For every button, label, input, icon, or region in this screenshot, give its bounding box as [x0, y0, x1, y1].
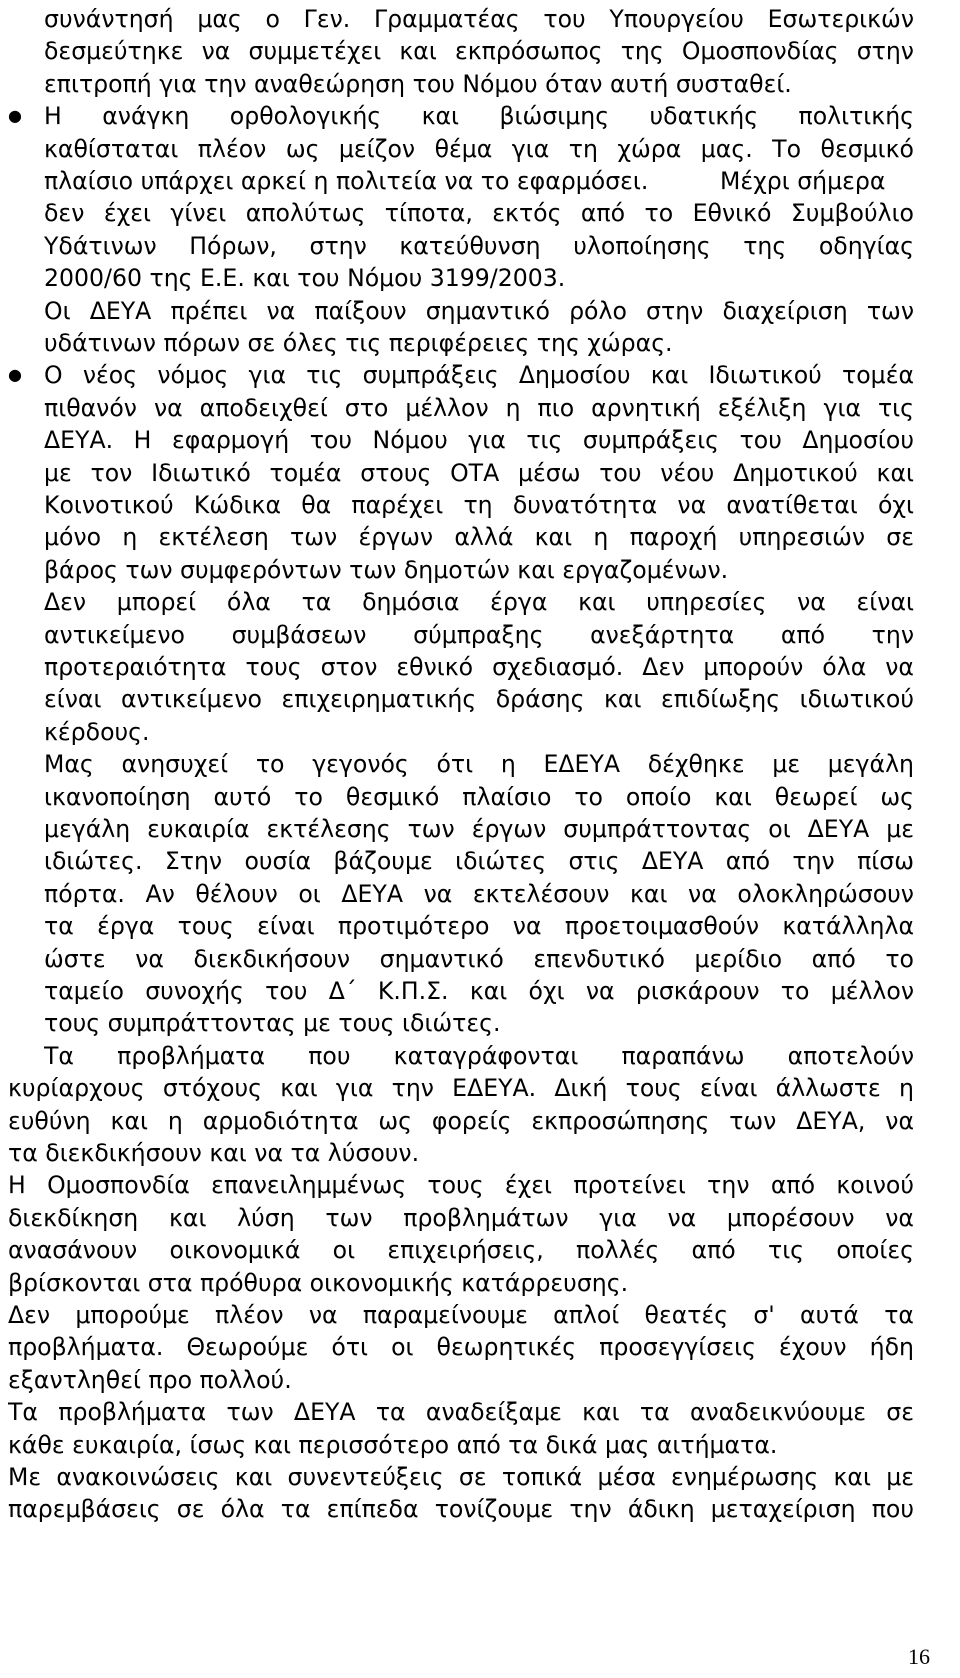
text-line: είναι αντικείμενο επιχειρηματικής δράσης και επιδίωξης ιδιωτικού	[44, 685, 914, 714]
text-line: τα διεκδικήσουν και να τα λύσουν.	[8, 1139, 420, 1167]
text-line: αντικείμενο συμβάσεων σύμπραξης ανεξάρτητα από την	[44, 620, 914, 649]
text-line: παρεμβάσεις σε όλα τα επίπεδα τονίζουμε την άδικη μεταχείριση που	[8, 1495, 914, 1524]
text-line: Τα προβλήματα των ΔΕΥΑ τα αναδείξαμε και τα αναδεικνύουμε σε	[8, 1398, 914, 1427]
bullet-icon: ●	[8, 106, 22, 126]
bullet-line: Η ανάγκη ορθολογικής και βιώσιμης υδατικής πολιτικής	[44, 102, 914, 131]
text-line: Κοινοτικού Κώδικα θα παρέχει τη δυνατότητα να ανατίθεται όχι	[44, 491, 914, 519]
text-line: κυρίαρχους στόχους και για την ΕΔΕΥΑ. Δική τους είναι άλλωστε η	[8, 1074, 914, 1103]
text-line: ΔΕΥΑ. Η εφαρμογή του Νόμου για τις συμπράξεις του Δημοσίου	[44, 426, 914, 455]
text-line: βάρος των συμφερόντων των δημοτών και εργαζομένων.	[44, 555, 729, 584]
page-number: 16	[908, 1644, 930, 1669]
text-line: Δεν μπορεί όλα τα δημόσια έργα και υπηρεσίες να είναι	[44, 588, 914, 617]
text-line: επιτροπή για την αναθεώρηση του Νόμου όταν αυτή συσταθεί.	[44, 69, 792, 98]
text-line: εξαντληθεί προ πολλού.	[8, 1365, 292, 1394]
text-line: δεσμεύτηκε να συμμετέχει και εκπρόσωπος της Ομοσπονδίας στην	[44, 37, 914, 66]
text-line: Με ανακοινώσεις και συνεντεύξεις σε τοπικά μέσα ενημέρωσης και με	[8, 1463, 914, 1491]
text-line: ταμείο συνοχής του Δ΄ Κ.Π.Σ. και όχι να ρισκάρουν το μέλλον	[44, 977, 914, 1005]
text-line: 2000/60 της Ε.Ε. και του Νόμου 3199/2003.	[44, 264, 566, 293]
text-line: βρίσκονται στα πρόθυρα οικονομικής κατάρρευσης.	[8, 1268, 629, 1297]
text-line: διεκδίκηση και λύση των προβλημάτων για να μπορέσουν να	[8, 1203, 914, 1232]
text-line: ανασάνουν οικονομικά οι επιχειρήσεις, πολλές από τις οποίες	[8, 1236, 914, 1265]
text-line: τα έργα τους είναι προτιμότερο να προετοιμασθούν κατάλληλα	[44, 912, 914, 941]
text-line: προβλήματα. Θεωρούμε ότι οι θεωρητικές προσεγγίσεις έχουν ήδη	[8, 1333, 914, 1362]
text-line: προτεραιότητα τους στον εθνικό σχεδιασμό. Δεν μπορούν όλα να	[44, 653, 914, 681]
text-line: Η Ομοσπονδία επανειλημμένως τους έχει προτείνει την από κοινού	[8, 1171, 914, 1200]
text-line: Μας ανησυχεί το γεγονός ότι η ΕΔΕΥΑ δέχθηκε με μεγάλη	[44, 750, 914, 779]
text-line: καθίσταται πλέον ως μείζον θέμα για τη χώρα μας. Το θεσμικό	[44, 134, 914, 163]
text-line: μεγάλη ευκαιρία εκτέλεσης των έργων συμπράττοντας οι ΔΕΥΑ με	[44, 815, 914, 843]
text-line: τους συμπράττοντας με τους ιδιώτες.	[44, 1009, 501, 1038]
text-line: μόνο η εκτέλεση των έργων αλλά και η παροχή υπηρεσιών σε	[44, 523, 914, 552]
text-line: Οι ΔΕΥΑ πρέπει να παίξουν σημαντικό ρόλο στην διαχείριση των	[44, 296, 914, 325]
text-line: δεν έχει γίνει απολύτως τίποτα, εκτός από το Εθνικό Συμβούλιο	[44, 199, 914, 228]
text-line: Δεν μπορούμε πλέον να παραμείνουμε απλοί θεατές σ' αυτά τα	[8, 1301, 914, 1329]
text-line: πόρτα. Αν θέλουν οι ΔΕΥΑ να εκτελέσουν και να ολοκληρώσουν	[44, 879, 914, 908]
text-line: ευθύνη και η αρμοδιότητα ως φορείς εκπροσώπησης των ΔΕΥΑ, να	[8, 1106, 914, 1135]
text-line: υδάτινων πόρων σε όλες τις περιφέρειες της χώρας.	[44, 329, 673, 357]
text-line: ιδιώτες. Στην ουσία βάζουμε ιδιώτες στις ΔΕΥΑ από την πίσω	[44, 847, 914, 876]
text-line: κάθε ευκαιρία, ίσως και περισσότερο από τα δικά μας αιτήματα.	[8, 1430, 778, 1459]
text-line: συνάντησή μας ο Γεν. Γραμματέας του Υπουργείου Εσωτερικών	[44, 5, 914, 33]
text-line: πλαίσιο υπάρχει αρκεί η πολιτεία να το εφαρμόσει.	[44, 167, 649, 195]
text-line: ώστε να διεκδικήσουν σημαντικό επενδυτικό μερίδιο από το	[44, 944, 914, 973]
text-line: πιθανόν να αποδειχθεί στο μέλλον η πιο αρνητική εξέλιξη για τις	[44, 393, 914, 422]
text-line: Μέχρι σήμερα	[720, 167, 886, 195]
bullet-line: Ο νέος νόμος για τις συμπράξεις Δημοσίου και Ιδιωτικού τομέα	[44, 361, 914, 390]
text-line: κέρδους.	[44, 717, 150, 746]
text-line: ικανοποίηση αυτό το θεσμικό πλαίσιο το οποίο και θεωρεί ως	[44, 782, 914, 811]
text-line: Υδάτινων Πόρων, στην κατεύθυνση υλοποίησης της οδηγίας	[44, 231, 914, 260]
bullet-icon: ●	[8, 365, 22, 385]
text-line: με τον Ιδιωτικό τομέα στους ΟΤΑ μέσω του νέου Δημοτικού και	[44, 458, 914, 487]
text-line: Τα προβλήματα που καταγράφονται παραπάνω αποτελούν	[44, 1041, 914, 1070]
